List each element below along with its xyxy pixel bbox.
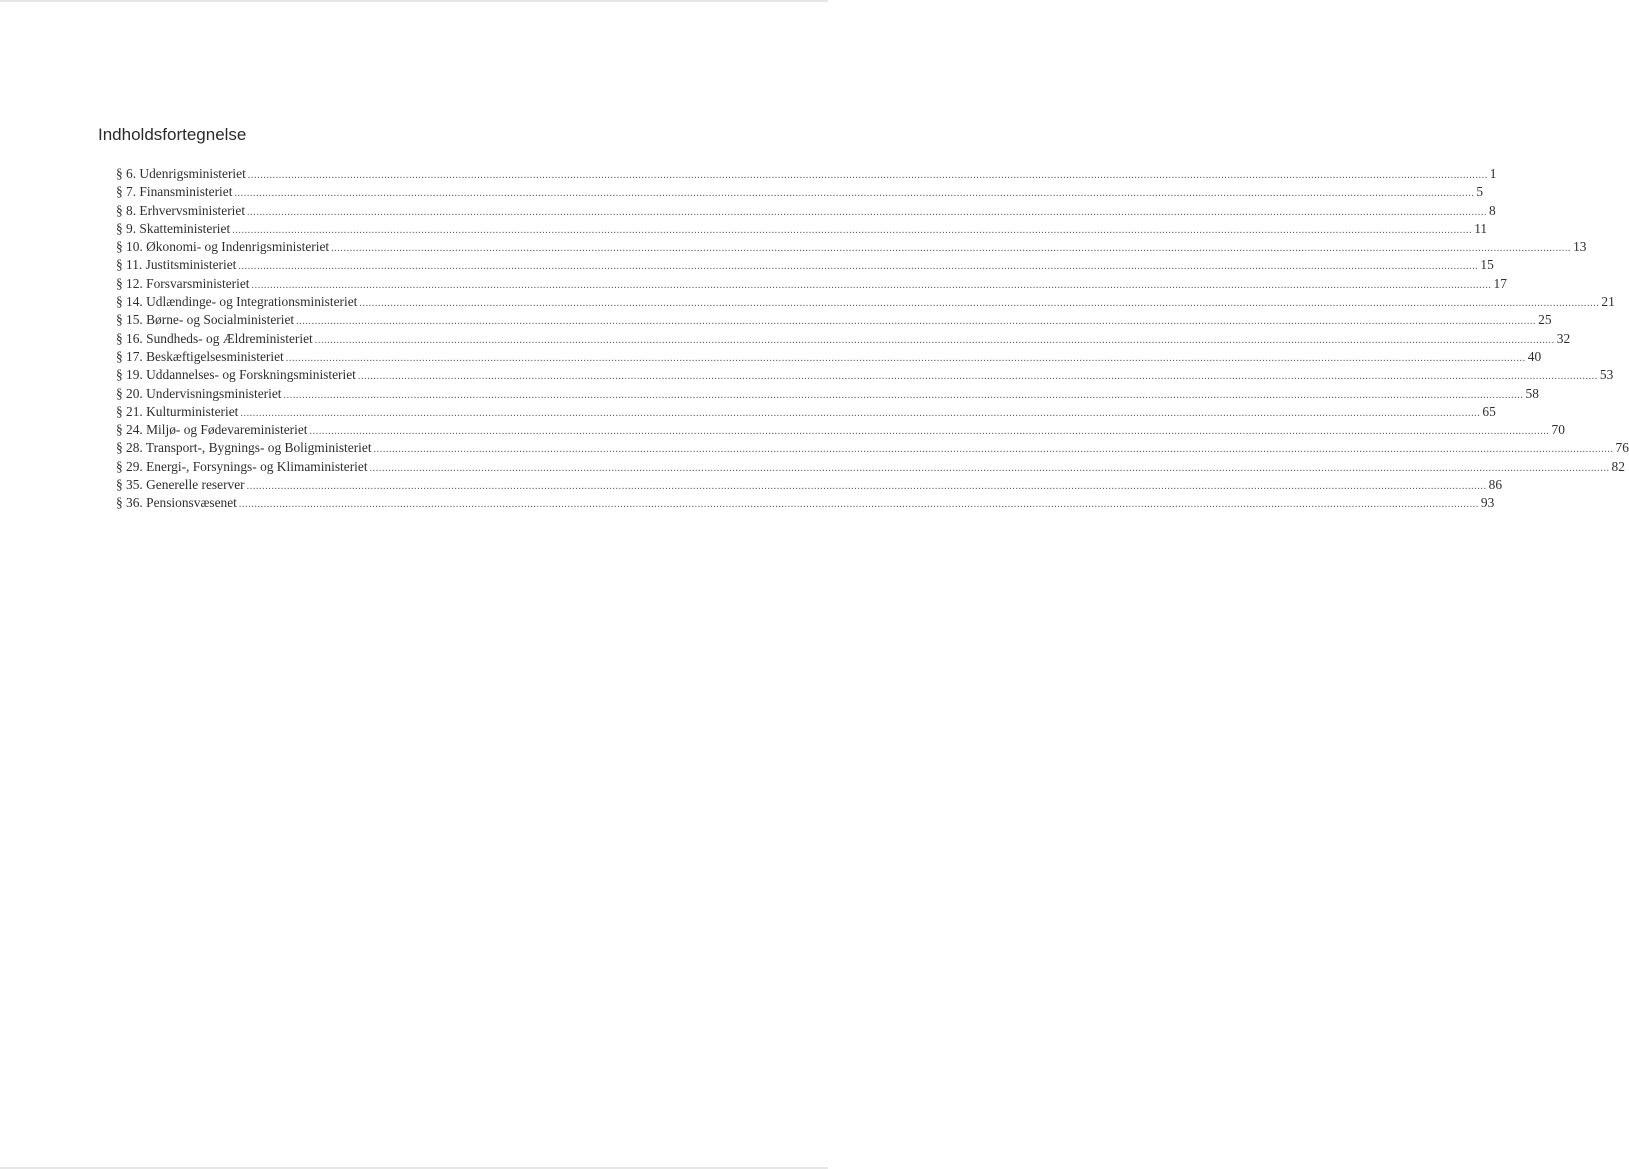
toc-dot-leader: ................................................................................................................................................................................................................................................................................................................................................................................................................ <box>331 243 1572 255</box>
toc-entry[interactable] <box>116 184 1484 202</box>
toc-entry-label: § 11. Justitsministeriet <box>116 257 237 273</box>
toc-entry-label: § 12. Forsvarsministeriet <box>116 275 250 291</box>
toc-entry-page-number: 40 <box>1527 348 1542 364</box>
toc-title: Indholdsfortegnelse <box>98 125 247 144</box>
toc-entry-label: § 7. Finansministeriet <box>116 184 233 200</box>
toc-entry-label: § 19. Uddannelses- og Forskningsministeriet <box>116 367 356 383</box>
toc-entry-label: § 6. Udenrigsministeriet <box>116 166 246 181</box>
toc-dot-leader: ................................................................................................................................................................................................................................................................................................................................................................................................................ <box>234 188 1475 200</box>
toc-dot-leader: ................................................................................................................................................................................................................................................................................................................................................................................................................ <box>296 316 1537 328</box>
toc-entry[interactable] <box>116 275 1507 294</box>
toc-entry-page-number: 53 <box>1599 367 1614 383</box>
toc-entry-page-number: 65 <box>1482 403 1496 419</box>
toc-entry-page-number: 21 <box>1601 294 1615 310</box>
toc-dot-leader: ................................................................................................................................................................................................................................................................................................................................................................................................................ <box>309 426 1550 438</box>
toc-entry-label: § 36. Pensionsvæsenet <box>116 495 237 511</box>
toc-entry[interactable] <box>116 330 1571 349</box>
toc-entry[interactable] <box>116 220 1488 239</box>
toc-entry-page-number: 86 <box>1488 477 1503 493</box>
toc-entry-label: § 21. Kulturministeriet <box>116 403 239 419</box>
toc-entry-label: § 28. Transport-, Bygnings- og Boligministeriet <box>116 440 372 456</box>
toc-dot-leader: ................................................................................................................................................................................................................................................................................................................................................................................................................ <box>373 444 1614 456</box>
toc-dot-leader: ................................................................................................................................................................................................................................................................................................................................................................................................................ <box>232 224 1473 236</box>
toc-entry-page-number: 76 <box>1615 440 1629 456</box>
toc-entry[interactable] <box>116 294 1615 312</box>
toc-entry-page-number: 15 <box>1480 257 1494 273</box>
toc-dot-leader: ................................................................................................................................................................................................................................................................................................................................................................................................................ <box>246 481 1487 493</box>
toc-entry-page-number: 32 <box>1556 330 1571 346</box>
toc-dot-leader: ................................................................................................................................................................................................................................................................................................................................................................................................................ <box>283 389 1524 401</box>
toc-dot-leader: ................................................................................................................................................................................................................................................................................................................................................................................................................ <box>247 206 1488 218</box>
toc-dot-leader: ................................................................................................................................................................................................................................................................................................................................................................................................................ <box>285 352 1526 364</box>
toc-entry-page-number: 82 <box>1611 458 1625 474</box>
toc-entry-page-number: 93 <box>1480 495 1495 511</box>
toc-entry[interactable] <box>116 385 1539 404</box>
toc-dot-leader: ................................................................................................................................................................................................................................................................................................................................................................................................................ <box>251 279 1492 291</box>
toc-entry-page-number: 70 <box>1551 422 1565 438</box>
toc-dot-leader: ................................................................................................................................................................................................................................................................................................................................................................................................................ <box>247 170 1488 181</box>
toc-entry-page-number: 13 <box>1573 239 1587 255</box>
toc-entry[interactable] <box>116 239 1587 257</box>
toc-entry-label: § 8. Erhvervsministeriet <box>116 202 246 218</box>
toc-dot-leader: ................................................................................................................................................................................................................................................................................................................................................................................................................ <box>240 407 1481 419</box>
toc-dot-leader: ................................................................................................................................................................................................................................................................................................................................................................................................................ <box>357 371 1598 383</box>
toc-dot-leader: ................................................................................................................................................................................................................................................................................................................................................................................................................ <box>238 499 1479 511</box>
toc-entry[interactable] <box>116 477 1503 495</box>
toc-entry[interactable] <box>116 312 1552 330</box>
toc-entry[interactable] <box>116 166 1497 184</box>
toc-entry-label: § 24. Miljø- og Fødevareministeriet <box>116 422 308 438</box>
toc-entry-label: § 9. Skatteministeriet <box>116 220 231 236</box>
toc-entry-label: § 10. Økonomi- og Indenrigsministeriet <box>116 239 330 255</box>
toc-entry-page-number: 58 <box>1525 385 1539 401</box>
toc-entry[interactable] <box>116 202 1496 221</box>
toc-dot-leader: ................................................................................................................................................................................................................................................................................................................................................................................................................ <box>359 298 1600 310</box>
toc-entry[interactable] <box>116 367 1614 385</box>
toc-entry[interactable] <box>116 440 1629 458</box>
toc-entry[interactable] <box>116 495 1495 513</box>
toc-entry[interactable] <box>116 458 1625 477</box>
toc-entry-label: § 16. Sundheds- og Ældreministeriet <box>116 330 313 346</box>
toc-entry-label: § 20. Undervisningsministeriet <box>116 385 282 401</box>
toc-entry-page-number: 17 <box>1493 275 1507 291</box>
toc-entry-label: § 35. Generelle reserver <box>116 477 245 493</box>
page-top-edge <box>0 0 828 2</box>
toc-entry-label: § 15. Børne- og Socialministeriet <box>116 312 295 328</box>
toc-dot-leader: ................................................................................................................................................................................................................................................................................................................................................................................................................ <box>369 462 1610 474</box>
toc-entry[interactable] <box>116 422 1565 440</box>
toc-entry[interactable] <box>116 403 1496 422</box>
toc-entry-page-number: 1 <box>1489 166 1497 181</box>
toc-entry[interactable] <box>116 257 1494 275</box>
toc-dot-leader: ................................................................................................................................................................................................................................................................................................................................................................................................................ <box>314 334 1555 346</box>
toc-entry-page-number: 11 <box>1474 220 1488 236</box>
toc-dot-leader: ................................................................................................................................................................................................................................................................................................................................................................................................................ <box>238 261 1479 273</box>
toc-list <box>116 166 1629 514</box>
toc-entry[interactable] <box>116 348 1542 367</box>
toc-entry-page-number: 8 <box>1489 202 1496 218</box>
toc-entry-page-number: 25 <box>1538 312 1552 328</box>
toc-entry-page-number: 5 <box>1476 184 1484 200</box>
toc-entry-label: § 14. Udlændinge- og Integrationsministeriet <box>116 294 358 310</box>
toc-entry-label: § 17. Beskæftigelsesministeriet <box>116 348 284 364</box>
toc-entry-label: § 29. Energi-, Forsynings- og Klimaministeriet <box>116 458 368 474</box>
